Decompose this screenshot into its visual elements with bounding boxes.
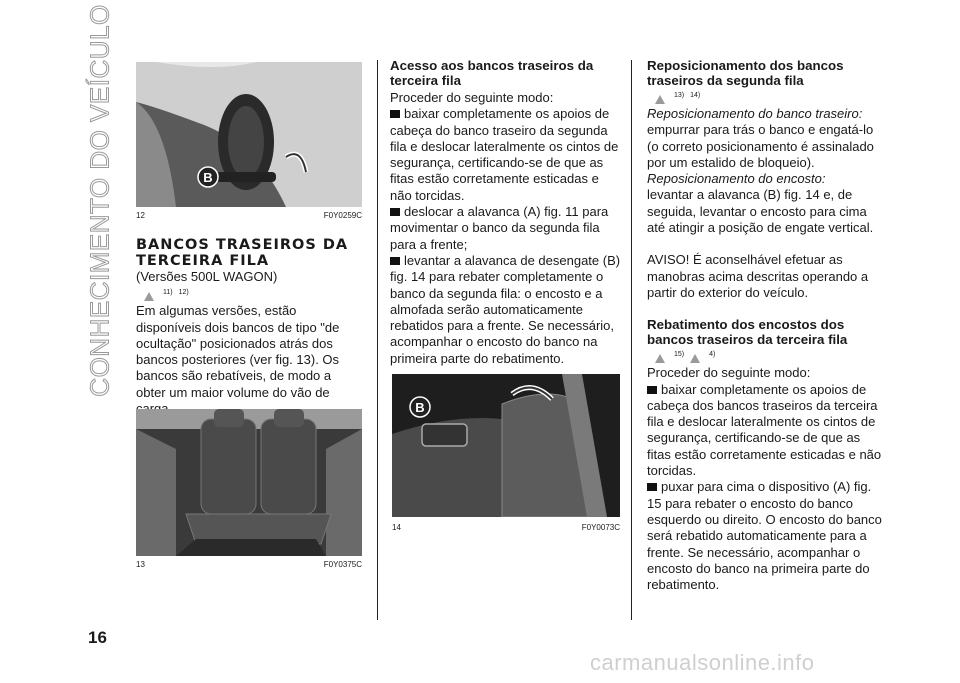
section-heading: Rebatimento dos encostos dos bancos traseiros da terceira fila bbox=[647, 317, 848, 348]
paragraph: empurrar para trás o banco e engatá-lo (o correto posicionamento é assinalado por um estalido de bloqueio). bbox=[647, 122, 874, 170]
subheading: Reposicionamento do banco traseiro: bbox=[647, 106, 863, 121]
section-side-title bbox=[76, 3, 124, 397]
list-item bbox=[647, 479, 882, 593]
column-3 bbox=[647, 58, 882, 593]
list-item-text: levantar a alavanca de desengate (B) fig. 14 para rebater completamente o banco da segunda fila: o encosto e a almofada serão automaticamente rebatidos para a frente. Se necessário, acompanhar o encosto do banco na primeira parte do rebatimento. bbox=[390, 252, 621, 366]
warning-triangle-icon bbox=[655, 95, 665, 104]
warning-references bbox=[144, 287, 364, 301]
figure-12-image bbox=[136, 62, 362, 207]
warning-ref: 4) bbox=[709, 350, 716, 358]
intro-paragraph: Em algumas versões, estão disponíveis dois bancos de tipo "de ocultação" posicionados atrás dos bancos posteriores (ver fig. 13). Os bancos são rebatíveis, de modo a obter um maior volume do vão de bbox=[136, 303, 340, 400]
intro-text: Proceder do seguinte modo: bbox=[390, 90, 554, 105]
warning-triangle-icon bbox=[144, 292, 154, 301]
figure-12-callout: B bbox=[203, 170, 213, 185]
subheading: Reposicionamento do encosto: bbox=[647, 171, 826, 187]
list-item bbox=[390, 106, 622, 204]
column-2 bbox=[390, 58, 622, 367]
figure-14-image bbox=[392, 374, 620, 517]
intro-text: Proceder do seguinte modo: bbox=[647, 365, 811, 381]
figure-code: F0Y0073C bbox=[581, 523, 620, 532]
watermark: carmanualsonline.info bbox=[590, 650, 815, 675]
column-1 bbox=[136, 237, 364, 417]
warning-ref: 11) bbox=[163, 289, 173, 296]
figure-code: F0Y0375C bbox=[323, 560, 362, 569]
section-heading: Acesso aos bancos traseiros da terceira fila bbox=[390, 58, 594, 88]
figure-number: 12 bbox=[136, 211, 145, 220]
warning-ref: 12) bbox=[178, 289, 189, 296]
list-item bbox=[390, 253, 622, 367]
list-item-text: puxar para cima o dispositivo (A) fig. 15 para rebater o encosto do banco esquerdo ou direito. O encosto do banco será rebatido automaticamente para a frente. Se necessário, acompanhar o encosto do banco na primeira parte do rebatimento. bbox=[647, 479, 882, 593]
list-item-text: baixar completamente os apoios de cabeça dos bancos traseiros da terceira fila e deslocar lateralmente os cintos de segurança, certificando-se de que as fitas estão corretamente esticadas e não torcidas. bbox=[647, 381, 882, 479]
bullet-icon bbox=[647, 483, 657, 491]
third-row-seats-illustration bbox=[136, 409, 362, 556]
figure-13-image bbox=[136, 409, 362, 556]
list-item bbox=[390, 204, 622, 253]
list-item-text: baixar completamente os apoios de cabeça do banco traseiro da segunda fila e deslocar lateralmente os cintos de segurança, certificando-se de que as fitas estão corretamente esticadas e não torcidas. bbox=[390, 106, 619, 203]
page-number: 16 bbox=[88, 628, 107, 647]
warning-triangle-icon bbox=[655, 354, 665, 363]
side-title-text: CONHECIMENTO DO VEÍCULO bbox=[84, 3, 115, 397]
figure-13-caption bbox=[136, 560, 362, 569]
release-lever-illustration bbox=[392, 374, 620, 517]
column-divider bbox=[631, 60, 632, 620]
warning-references bbox=[655, 349, 882, 363]
bullet-icon bbox=[390, 110, 400, 118]
section-subtitle: (Versões 500L WAGON) bbox=[136, 269, 278, 284]
figure-14-callout: B bbox=[415, 400, 425, 415]
section-heading: BANCOS TRASEIROS DA TERCEIRA FILA bbox=[136, 237, 349, 269]
headrest-lever-illustration bbox=[136, 62, 362, 207]
notice-paragraph: AVISO! É aconselhável efetuar as manobras acima descritas operando a partir do exterior do veículo. bbox=[647, 252, 869, 300]
warning-triangle-icon bbox=[690, 354, 700, 363]
list-item bbox=[647, 382, 882, 480]
figure-14-caption bbox=[392, 523, 620, 532]
bullet-icon bbox=[390, 257, 400, 265]
figure-number: 13 bbox=[136, 560, 145, 569]
bullet-icon bbox=[390, 208, 400, 216]
column-divider bbox=[377, 60, 378, 620]
figure-number: 14 bbox=[392, 523, 401, 532]
warning-ref: 13) bbox=[674, 91, 685, 99]
list-item-text: deslocar a alavanca (A) fig. 11 para movimentar o banco da segunda fila para a frente; bbox=[390, 204, 609, 252]
warning-ref: 15) bbox=[674, 350, 685, 358]
paragraph: levantar a alavanca (B) fig. 14 e, de seguida, levantar o encosto para cima até atingir a posição de engate vertical. bbox=[647, 187, 874, 236]
figure-code: F0Y0259C bbox=[323, 211, 362, 220]
warning-ref: 14) bbox=[690, 91, 701, 99]
figure-12-caption bbox=[136, 211, 362, 220]
section-heading: Reposicionamento dos bancos traseiros da segunda fila bbox=[647, 58, 844, 88]
bullet-icon bbox=[647, 386, 657, 394]
warning-references bbox=[655, 90, 882, 104]
